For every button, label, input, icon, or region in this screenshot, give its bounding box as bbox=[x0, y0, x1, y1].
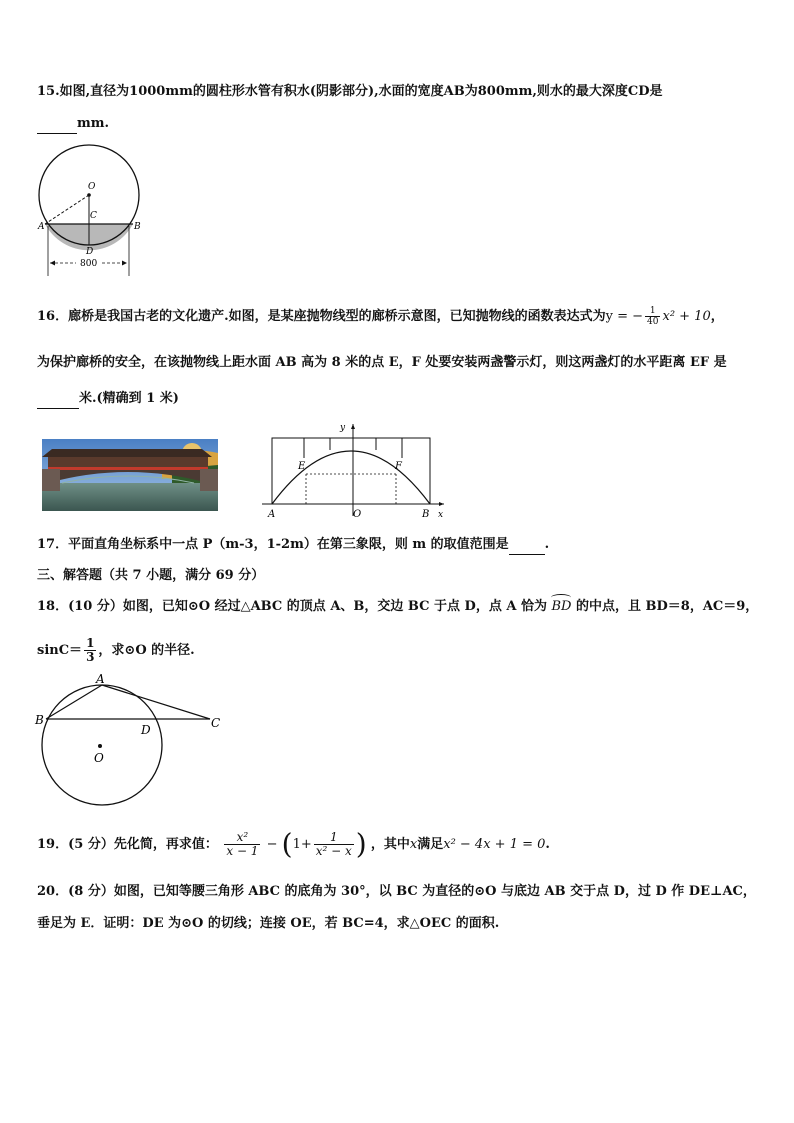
segment-ba bbox=[46, 685, 102, 719]
q15-text-line2 bbox=[37, 115, 109, 134]
circle-o bbox=[42, 685, 162, 805]
formula-y: y = − bbox=[605, 309, 644, 324]
label-y: y bbox=[340, 423, 346, 433]
label-o: O bbox=[353, 509, 362, 520]
q16-text-line1 bbox=[37, 306, 724, 327]
label-a: A bbox=[96, 672, 105, 686]
formula-rest: x² + 10 bbox=[662, 309, 711, 324]
label-a: A bbox=[38, 222, 45, 232]
label-x: x bbox=[438, 510, 444, 520]
sin-post: ，求⊙O 的半径. bbox=[98, 643, 195, 658]
q19-x: x bbox=[409, 837, 418, 852]
formula-den: 40 bbox=[647, 317, 659, 327]
q18-text-line2 bbox=[37, 637, 195, 664]
parabola-arch bbox=[272, 451, 430, 504]
label-d: D bbox=[86, 247, 94, 257]
q15-answer-blank[interactable] bbox=[37, 115, 77, 134]
one-plus: 1+ bbox=[292, 837, 312, 852]
q19-fraction1 bbox=[224, 831, 260, 858]
sin-den: 3 bbox=[86, 650, 95, 664]
formula-num: 1 bbox=[645, 306, 660, 317]
f2-num: 1 bbox=[314, 831, 354, 845]
q15-text-line1: 15.如图,直径为1000mm的圆柱形水管有积水(阴影部分),水面的宽度AB为800mm,则水的最大深度CD是 bbox=[37, 84, 663, 99]
left-paren: ( bbox=[281, 827, 293, 861]
label-a: A bbox=[268, 509, 276, 520]
q17-end: . bbox=[544, 537, 550, 552]
f1-num: x² bbox=[224, 831, 260, 845]
q16-text-line3 bbox=[37, 390, 179, 409]
label-f: F bbox=[395, 461, 402, 472]
q19-mid: ，其中 bbox=[370, 837, 410, 852]
segment-ac bbox=[102, 685, 210, 719]
q15-pipe-figure bbox=[30, 138, 150, 280]
center-dot bbox=[87, 193, 91, 197]
q17-question: 17．平面直角坐标系中一点 P（m-3，1-2m）在第三象限，则 m 的取值范围是 bbox=[37, 537, 509, 552]
label-b: B bbox=[134, 222, 141, 232]
q16-line1-post: ， bbox=[710, 309, 724, 324]
sin-pre: sinC＝ bbox=[37, 643, 83, 658]
q16-parabola-figure bbox=[262, 420, 452, 522]
label-o: O bbox=[88, 182, 96, 192]
dim-label: 800 bbox=[80, 259, 98, 269]
q20-text-line2: 垂足为 E．证明：DE 为⊙O 的切线；连接 OE，若 BC=4，求△OEC 的面积. bbox=[37, 916, 500, 931]
sin-fraction bbox=[84, 637, 96, 664]
q19-minus: − bbox=[266, 837, 278, 852]
q16-answer-blank[interactable] bbox=[37, 390, 79, 409]
label-e: E bbox=[298, 461, 306, 472]
bridge-frame bbox=[272, 438, 430, 504]
section3-heading: 三、解答题（共 7 小题，满分 69 分） bbox=[37, 568, 265, 583]
label-c: C bbox=[211, 716, 221, 730]
q18-text-line1 bbox=[37, 598, 758, 616]
label-o: O bbox=[94, 751, 104, 765]
right-paren: ) bbox=[355, 827, 367, 861]
q18-line1-post: 的中点，且 BD＝8，AC＝9， bbox=[576, 599, 759, 614]
q19-text bbox=[37, 826, 550, 864]
q19-pre: 19．(5 分）先化简，再求值： bbox=[37, 837, 218, 852]
arc-label: BD bbox=[551, 599, 572, 614]
bridge-photo bbox=[42, 439, 218, 511]
q17-text bbox=[37, 536, 549, 555]
arc-bd bbox=[551, 598, 571, 616]
q19-cond-pre: 满足 bbox=[417, 837, 444, 852]
q19-end: . bbox=[545, 837, 550, 852]
q16-line3-text: 米.(精确到 1 米) bbox=[79, 391, 179, 406]
sin-num: 1 bbox=[86, 636, 95, 650]
q16-line1-pre: 16．廊桥是我国古老的文化遗产.如图，是某座抛物线型的廊桥示意图，已知抛物线的函数表达式为 bbox=[37, 309, 606, 324]
q19-expression bbox=[222, 827, 371, 861]
center-dot bbox=[98, 744, 102, 748]
q15-unit: mm. bbox=[77, 116, 110, 131]
label-d: D bbox=[141, 723, 151, 737]
label-c: C bbox=[90, 211, 97, 221]
f2-den: x² − x bbox=[315, 844, 352, 858]
oa-dashed bbox=[45, 195, 89, 224]
q16-text-line2: 为保护廊桥的安全，在该抛物线上距水面 AB 高为 8 米的点 E，F 处要安装两盏警示灯，则这两盏灯的水平距离 EF 是 bbox=[37, 355, 727, 370]
formula-fraction bbox=[645, 306, 660, 327]
q20-text-line1: 20．(8 分）如图，已知等腰三角形 ABC 的底角为 30°，以 BC 为直径的⊙O 与底边 AB 交于点 D，过 D 作 DE⊥AC， bbox=[37, 884, 756, 899]
q19-condition: x² − 4x + 1 = 0 bbox=[443, 837, 546, 852]
label-b: B bbox=[422, 509, 430, 520]
f1-den: x − 1 bbox=[226, 844, 259, 858]
arc-mark bbox=[551, 594, 571, 601]
q16-formula bbox=[605, 306, 711, 327]
q18-line1-pre: 18．(10 分）如图，已知⊙O 经过△ABC 的顶点 A、B，交边 BC 于点 D，点 A 恰为 bbox=[37, 599, 547, 614]
q18-circle-figure bbox=[30, 672, 230, 812]
label-b: B bbox=[35, 713, 44, 727]
q19-fraction2 bbox=[314, 831, 354, 858]
q17-answer-blank[interactable] bbox=[509, 536, 545, 555]
